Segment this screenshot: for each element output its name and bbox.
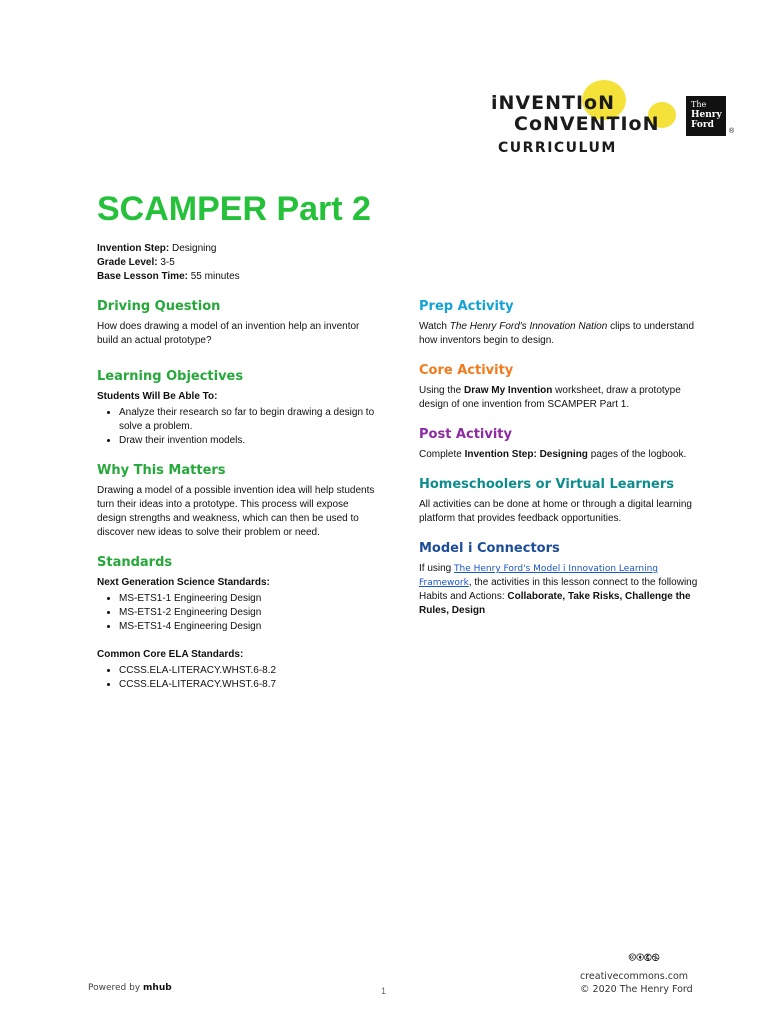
henry-ford-henry: Henry	[691, 110, 722, 120]
page-number: 1	[381, 986, 387, 996]
lesson-time-value: 55 minutes	[187, 271, 240, 282]
list-item: • Analyze their research so far to begin drawing a design to solve a problem.	[119, 406, 377, 434]
grade-level	[97, 256, 240, 270]
mhub-brand: mhub	[143, 983, 172, 993]
core-activity-section	[419, 362, 709, 412]
driving-question-section	[97, 298, 377, 348]
list-item: • CCSS.ELA-LITERACY.WHST.6-8.7	[119, 678, 377, 692]
why-this-matters-heading: Why This Matters	[97, 463, 226, 478]
henry-ford-the: The	[691, 100, 707, 109]
invention-step-label: Invention Step:	[97, 243, 170, 254]
model-i-habits: Collaborate, Take Risks, Challenge the Rules, Design	[419, 591, 691, 616]
prep-text-pre: Watch	[419, 321, 450, 332]
prep-text-title: The Henry Ford's Innovation Nation	[449, 321, 608, 332]
post-activity-text	[419, 448, 709, 462]
homeschoolers-heading: Homeschoolers or Virtual Learners	[419, 477, 674, 492]
objectives-subheading: Students Will Be Able To:	[97, 391, 218, 402]
creative-commons-site: creativecommons.com	[580, 971, 689, 982]
henry-ford-ford: Ford	[691, 120, 714, 130]
learning-objectives-heading: Learning Objectives	[97, 369, 244, 384]
grade-level-value: 3-5	[157, 257, 175, 268]
driving-question-text: How does drawing a model of an invention help an inventor build an actual prototype?	[97, 321, 360, 346]
prep-text-post: clips to understand how inventors begin to design.	[419, 321, 695, 346]
list-item: • MS-ETS1-1 Engineering Design	[119, 592, 377, 606]
post-text-bold: Invention Step: Designing	[464, 449, 588, 460]
standards-heading: Standards	[97, 555, 173, 570]
invention-step-value: Designing	[169, 243, 217, 254]
logo-line-invention: iNVENTIoN	[491, 92, 615, 114]
model-i-link-part1[interactable]: The Henry Ford's Model i Innovation Learning	[454, 564, 658, 574]
objectives-list	[97, 406, 377, 448]
list-item: • CCSS.ELA-LITERACY.WHST.6-8.2	[119, 664, 377, 678]
lesson-time	[97, 270, 240, 284]
powered-by-label: Powered by	[88, 983, 144, 993]
logo-line-convention: CoNVENTIoN	[514, 113, 660, 135]
why-this-matters-section	[97, 462, 377, 540]
homeschoolers-section	[419, 476, 709, 526]
ela-label: Common Core ELA Standards:	[97, 649, 244, 660]
model-i-heading: Model i Connectors	[419, 541, 560, 556]
prep-activity-section	[419, 298, 709, 348]
model-i-link-part2[interactable]: Framework	[419, 578, 469, 588]
standards-section	[97, 554, 377, 692]
driving-question-heading: Driving Question	[97, 299, 221, 314]
core-activity-heading: Core Activity	[419, 363, 514, 378]
copyright-text: © 2020 The Henry Ford	[580, 984, 693, 995]
model-i-post: , the activities in this lesson connect to the following Habits and Actions:	[419, 577, 698, 602]
list-item: • Draw their invention models.	[119, 434, 377, 448]
right-column	[419, 298, 709, 638]
post-activity-heading: Post Activity	[419, 427, 512, 442]
homeschoolers-text: All activities can be done at home or through a digital learning platform that provides feedback opportunities.	[419, 499, 692, 524]
page-title: SCAMPER Part 2	[97, 190, 371, 228]
left-column	[97, 298, 377, 712]
prep-activity-text	[419, 320, 709, 348]
post-text-pre: Complete	[419, 449, 465, 460]
core-text-bold: Draw My Invention	[464, 385, 553, 396]
lesson-time-label: Base Lesson Time:	[97, 271, 188, 282]
why-this-matters-text: Drawing a model of a possible invention idea will help students turn their ideas into a prototype. This process will expose design strengths and weakness, which can then be used to discover new ideas to solve their problem or need.	[97, 485, 375, 538]
lesson-meta	[97, 242, 240, 284]
model-i-pre: If using	[419, 563, 455, 574]
model-i-section	[419, 540, 709, 618]
list-item: • MS-ETS1-2 Engineering Design	[119, 606, 377, 620]
prep-activity-heading: Prep Activity	[419, 299, 514, 314]
powered-by-text	[88, 983, 172, 993]
invention-convention-logo	[488, 82, 738, 160]
registered-mark: ®	[729, 128, 735, 135]
henry-ford-logo	[686, 96, 726, 136]
list-item: • MS-ETS1-4 Engineering Design	[119, 620, 377, 634]
logo-line-curriculum: CURRICULUM	[498, 140, 617, 156]
post-text-post: pages of the logbook.	[587, 449, 687, 460]
grade-level-label: Grade Level:	[97, 257, 158, 268]
ela-list	[97, 664, 377, 692]
learning-objectives-section	[97, 368, 377, 448]
model-i-text	[419, 562, 709, 618]
ngss-label: Next Generation Science Standards:	[97, 577, 270, 588]
post-activity-section	[419, 426, 709, 462]
ngss-list	[97, 592, 377, 634]
creative-commons-icon: 🅭🅯🅮🄏	[629, 952, 661, 964]
invention-step	[97, 242, 240, 256]
core-activity-text	[419, 384, 709, 412]
core-text-post: worksheet, draw a prototype design of one invention from SCAMPER Part 1.	[419, 385, 681, 410]
core-text-pre: Using the	[419, 385, 465, 396]
